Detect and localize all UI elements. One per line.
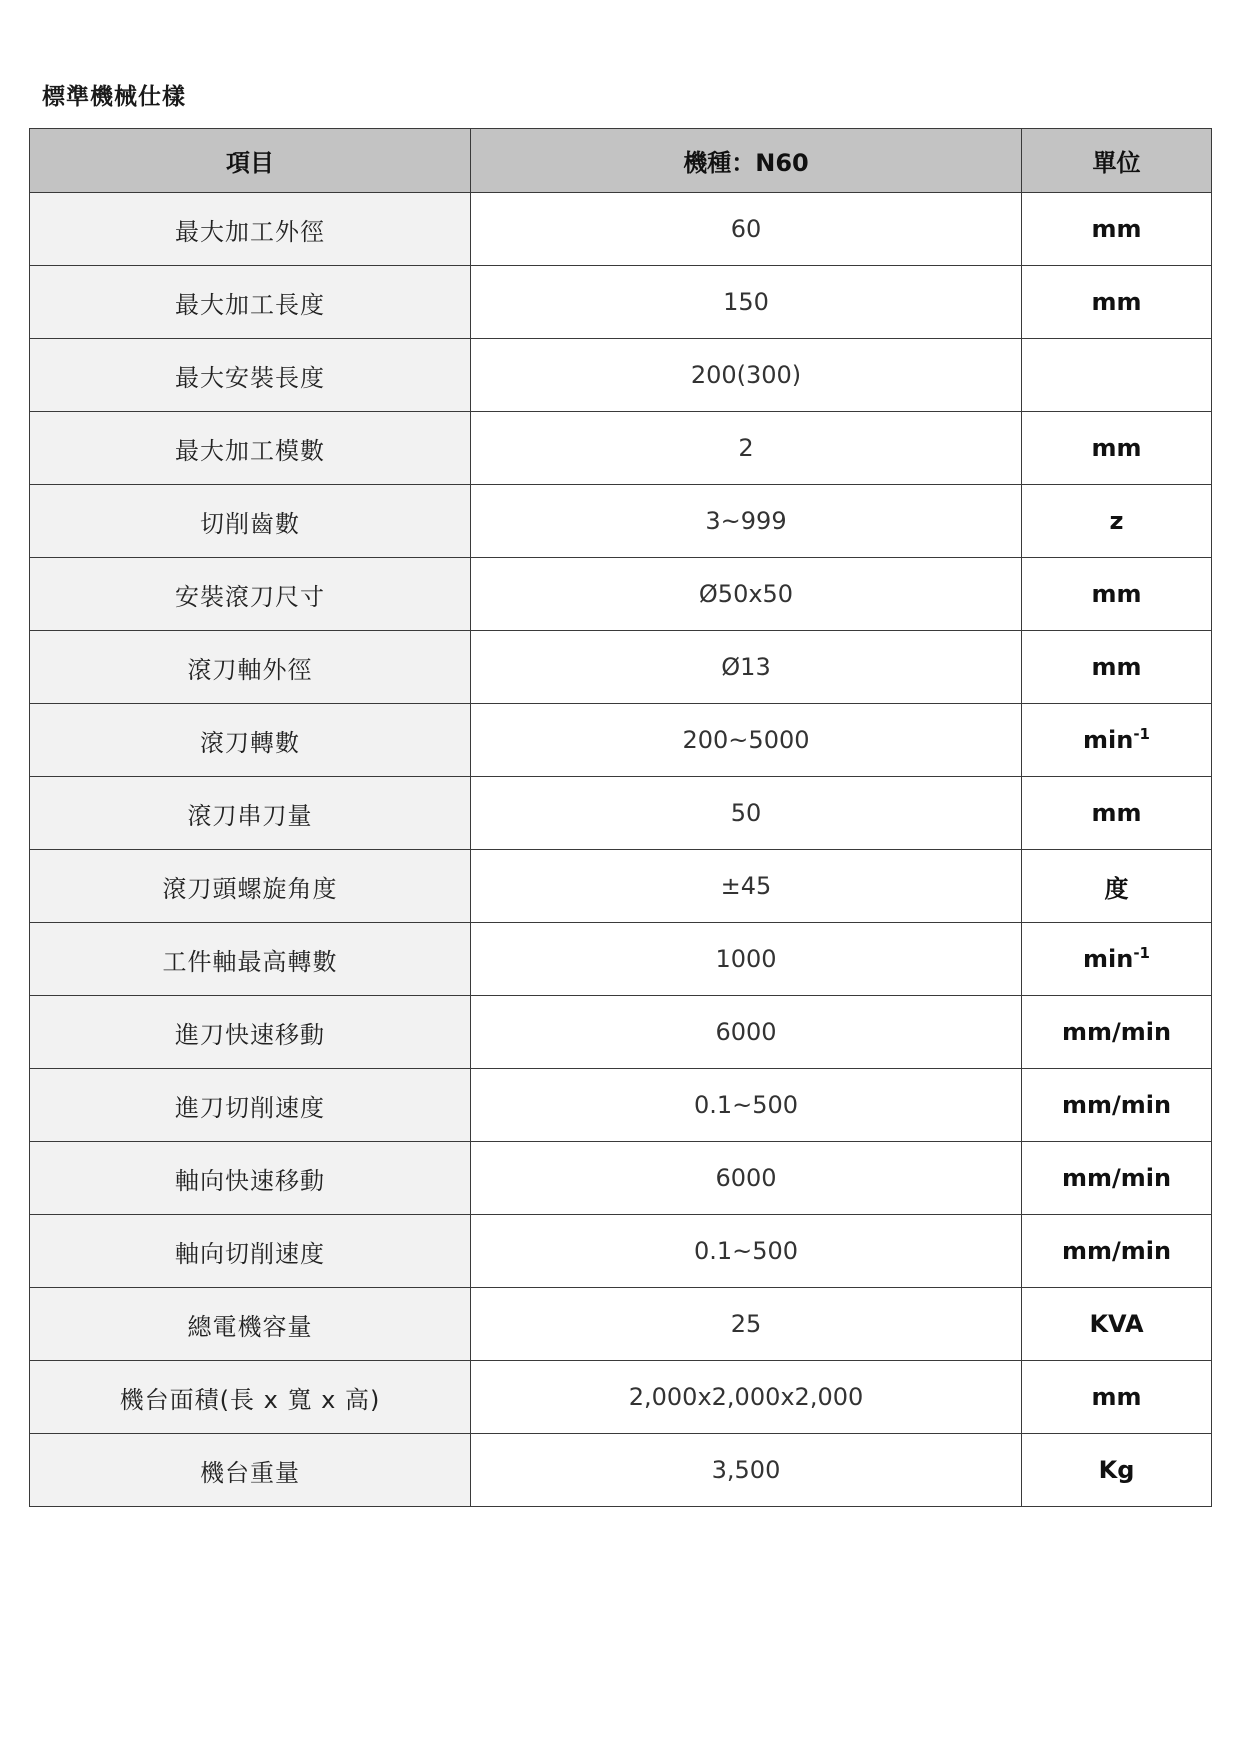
unit-label: 度 (1104, 874, 1129, 903)
spec-item-cell: 滾刀軸外徑 (30, 631, 471, 704)
spec-unit-cell (1022, 1215, 1212, 1288)
spec-value-cell: Ø13 (471, 631, 1022, 704)
spec-unit-cell (1022, 923, 1212, 996)
spec-item-cell: 滾刀串刀量 (30, 777, 471, 850)
spec-unit-cell (1022, 558, 1212, 631)
spec-unit-cell (1022, 1434, 1212, 1507)
spec-value-cell: 25 (471, 1288, 1022, 1361)
unit-label: KVA (1089, 1310, 1144, 1338)
table-row (30, 412, 1212, 485)
table-row (30, 193, 1212, 266)
unit-label: min (1083, 945, 1134, 973)
table-row (30, 1142, 1212, 1215)
spec-item-cell: 軸向快速移動 (30, 1142, 471, 1215)
table-row (30, 631, 1212, 704)
table-body (30, 193, 1212, 1507)
spec-value-cell: 3~999 (471, 485, 1022, 558)
table-row (30, 1069, 1212, 1142)
spec-item-cell: 機台重量 (30, 1434, 471, 1507)
spec-unit-cell (1022, 631, 1212, 704)
spec-value-cell: 2 (471, 412, 1022, 485)
spec-unit-cell (1022, 996, 1212, 1069)
unit-label: mm (1091, 215, 1142, 243)
spec-value-cell: 0.1~500 (471, 1215, 1022, 1288)
spec-value-cell: 150 (471, 266, 1022, 339)
spec-unit-cell (1022, 266, 1212, 339)
spec-unit-cell (1022, 193, 1212, 266)
spec-item-cell: 進刀切削速度 (30, 1069, 471, 1142)
unit-label: mm/min (1061, 1237, 1172, 1265)
unit-label: mm (1091, 1383, 1142, 1411)
header-unit: 單位 (1022, 129, 1212, 193)
header-model: 機種：N60 (471, 129, 1022, 193)
spec-unit-cell (1022, 1142, 1212, 1215)
spec-value-cell: 1000 (471, 923, 1022, 996)
spec-item-cell: 軸向切削速度 (30, 1215, 471, 1288)
table-row (30, 1434, 1212, 1507)
spec-unit-cell (1022, 704, 1212, 777)
table-row (30, 923, 1212, 996)
page-title: 標準機械仕樣 (42, 84, 186, 110)
unit-label: mm/min (1061, 1164, 1172, 1192)
unit-label: z (1109, 507, 1124, 535)
spec-item-cell: 機台面積(長 x 寬 x 高) (30, 1361, 471, 1434)
spec-item-cell: 總電機容量 (30, 1288, 471, 1361)
spec-unit-cell (1022, 1361, 1212, 1434)
unit-exponent: -1 (1133, 944, 1150, 962)
table-row (30, 1215, 1212, 1288)
spec-unit-cell (1022, 777, 1212, 850)
spec-unit-cell (1022, 1069, 1212, 1142)
unit-label: mm (1091, 580, 1142, 608)
spec-item-cell: 滾刀頭螺旋角度 (30, 850, 471, 923)
unit-label: mm (1091, 653, 1142, 681)
table-row (30, 1361, 1212, 1434)
table-header-row (30, 129, 1212, 193)
spec-table (29, 128, 1212, 1507)
spec-value-cell: 0.1~500 (471, 1069, 1022, 1142)
spec-item-cell: 滾刀轉數 (30, 704, 471, 777)
spec-unit-cell (1022, 850, 1212, 923)
table-row (30, 339, 1212, 412)
table-row (30, 558, 1212, 631)
unit-exponent: -1 (1133, 725, 1150, 743)
spec-item-cell: 最大加工外徑 (30, 193, 471, 266)
spec-value-cell: 200(300) (471, 339, 1022, 412)
unit-label: mm/min (1061, 1018, 1172, 1046)
table-row (30, 485, 1212, 558)
spec-item-cell: 安裝滾刀尺寸 (30, 558, 471, 631)
header-item: 項目 (30, 129, 471, 193)
table-row (30, 777, 1212, 850)
unit-label: mm/min (1061, 1091, 1172, 1119)
spec-item-cell: 最大加工長度 (30, 266, 471, 339)
unit-label: min (1083, 726, 1134, 754)
spec-value-cell: 200~5000 (471, 704, 1022, 777)
spec-item-cell: 進刀快速移動 (30, 996, 471, 1069)
spec-value-cell: 2,000x2,000x2,000 (471, 1361, 1022, 1434)
table-row (30, 996, 1212, 1069)
spec-value-cell: 6000 (471, 996, 1022, 1069)
unit-label: mm (1091, 434, 1142, 462)
table-row (30, 704, 1212, 777)
spec-item-cell: 工件軸最高轉數 (30, 923, 471, 996)
unit-label: Kg (1098, 1456, 1135, 1484)
table-row (30, 850, 1212, 923)
spec-value-cell: 60 (471, 193, 1022, 266)
spec-value-cell: ±45 (471, 850, 1022, 923)
unit-label: mm (1091, 288, 1142, 316)
spec-item-cell: 最大安裝長度 (30, 339, 471, 412)
spec-value-cell: 50 (471, 777, 1022, 850)
table-row (30, 266, 1212, 339)
spec-unit-cell (1022, 1288, 1212, 1361)
spec-value-cell: Ø50x50 (471, 558, 1022, 631)
table-row (30, 1288, 1212, 1361)
spec-unit-cell (1022, 412, 1212, 485)
spec-unit-cell (1022, 485, 1212, 558)
spec-item-cell: 最大加工模數 (30, 412, 471, 485)
spec-item-cell: 切削齒數 (30, 485, 471, 558)
spec-value-cell: 6000 (471, 1142, 1022, 1215)
spec-unit-cell (1022, 339, 1212, 412)
unit-label: mm (1091, 799, 1142, 827)
spec-value-cell: 3,500 (471, 1434, 1022, 1507)
